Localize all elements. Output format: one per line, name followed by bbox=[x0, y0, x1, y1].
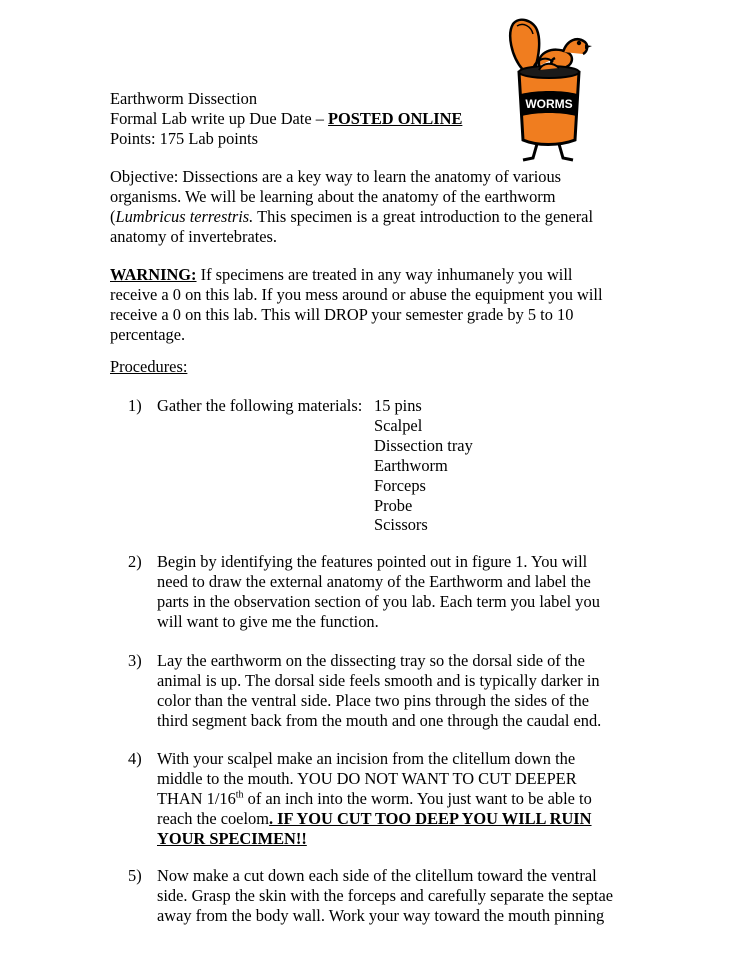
worm-eye-shape bbox=[577, 41, 581, 45]
step-line: need to draw the external anatomy of the Earthworm and label the bbox=[157, 571, 591, 591]
procedure-step bbox=[110, 651, 601, 731]
procedure-step bbox=[110, 552, 600, 632]
worm-beak-shape bbox=[585, 45, 592, 49]
step-line: Begin by identifying the features pointed out in figure 1. You will bbox=[157, 552, 588, 571]
objective-line: anatomy of invertebrates. bbox=[110, 226, 278, 246]
procedure-step bbox=[110, 396, 362, 416]
procedures-heading: Procedures: bbox=[110, 357, 188, 376]
step-line: Lay the earthworm on the dissecting tray so the dorsal side of the bbox=[157, 651, 585, 670]
material-item: Dissection tray bbox=[374, 435, 473, 455]
warning-line: percentage. bbox=[110, 324, 186, 344]
worms-label: WORMS bbox=[525, 97, 573, 111]
step-line bbox=[157, 789, 592, 809]
objective-line: organisms. We will be learning about the anatomy of the earthworm bbox=[110, 186, 556, 206]
due-date-line bbox=[110, 109, 630, 129]
step-line bbox=[157, 809, 592, 829]
step-line: middle to the mouth. YOU DO NOT WANT TO CUT DEEPER bbox=[157, 768, 577, 788]
step-number: 4) bbox=[128, 749, 142, 768]
warning-line: receive a 0 on this lab. This will DROP your semester grade by 5 to 10 bbox=[110, 304, 574, 324]
paren-open: ( bbox=[110, 206, 116, 226]
step-number: 3) bbox=[128, 651, 142, 670]
objective-paragraph bbox=[110, 167, 630, 247]
step-line: away from the body wall. Work your way toward the mouth pinning bbox=[157, 905, 605, 925]
step-text: of an inch into the worm. You just want to be able to bbox=[243, 788, 592, 808]
step-number: 5) bbox=[128, 866, 142, 885]
due-date-value: POSTED ONLINE bbox=[328, 108, 463, 128]
material-item: Forceps bbox=[374, 475, 426, 495]
material-item: Probe bbox=[374, 495, 413, 515]
procedures-heading-block bbox=[110, 357, 630, 377]
materials-list bbox=[374, 396, 473, 535]
points-line: Points: 175 Lab points bbox=[110, 128, 258, 148]
worm-head-shape bbox=[563, 39, 587, 54]
warning-line bbox=[110, 265, 630, 285]
step-line: Gather the following materials: bbox=[157, 396, 363, 415]
step-line: With your scalpel make an incision from the clitellum down the bbox=[157, 749, 576, 768]
step-line: third segment back from the mouth and one through the caudal end. bbox=[157, 710, 602, 730]
warning-paragraph bbox=[110, 265, 630, 345]
header-block bbox=[110, 89, 630, 149]
material-item: Scissors bbox=[374, 515, 428, 535]
step-text: reach the coelom bbox=[157, 808, 269, 828]
can-lid-shape bbox=[510, 20, 539, 70]
step-number: 1) bbox=[128, 396, 142, 415]
objective-line bbox=[110, 207, 630, 227]
step-line: will want to give me the function. bbox=[157, 611, 379, 631]
procedure-step bbox=[110, 866, 613, 926]
step-line: animal is up. The dorsal side feels smooth and is typically darker in bbox=[157, 670, 600, 690]
material-item: Scalpel bbox=[374, 415, 423, 435]
warning-line: receive a 0 on this lab. If you mess around or abuse the equipment you will bbox=[110, 284, 603, 304]
doc-title: Earthworm Dissection bbox=[110, 89, 258, 108]
objective-line: Objective: Dissections are a key way to learn the anatomy of various bbox=[110, 167, 562, 186]
step-line: side. Grasp the skin with the forceps and carefully separate the septae bbox=[157, 885, 614, 905]
species-name: Lumbricus terrestris. bbox=[115, 206, 254, 226]
material-item: 15 pins bbox=[374, 396, 422, 415]
warning-label: WARNING: bbox=[110, 265, 197, 284]
step-number: 2) bbox=[128, 552, 142, 571]
due-date-prefix: Formal Lab write up Due Date – bbox=[110, 108, 329, 128]
procedure-step bbox=[110, 749, 592, 849]
ordinal-superscript: th bbox=[235, 789, 244, 801]
step-warning-text: YOUR SPECIMEN!! bbox=[157, 828, 307, 848]
step-warning-text: . IF YOU CUT TOO DEEP YOU WILL RUIN bbox=[268, 808, 592, 828]
step-line: Now make a cut down each side of the clitellum toward the ventral bbox=[157, 866, 597, 885]
objective-line-rest: This specimen is a great introduction to the general bbox=[253, 206, 594, 226]
warning-line-rest: If specimens are treated in any way inhumanely you will bbox=[196, 265, 573, 284]
step-text: THAN 1/16 bbox=[157, 788, 236, 808]
material-item: Earthworm bbox=[374, 455, 448, 475]
step-line: parts in the observation section of you lab. Each term you label you bbox=[157, 591, 600, 611]
step-line: color than the ventral side. Place two pins through the sides of the bbox=[157, 690, 589, 710]
